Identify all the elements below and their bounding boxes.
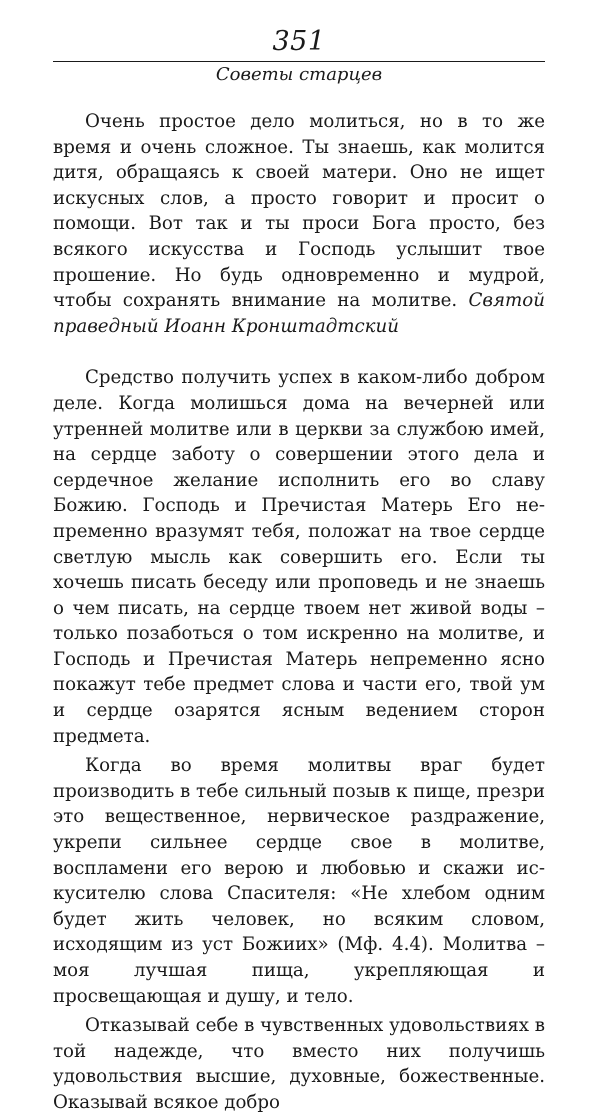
paragraph-3: Когда во время молитвы враг будет производить в тебе сильный позыв к пище, презри это вещественное, нервическое раздражение, укрепи сильнее сердце свое в молитве, воспламени его верою и любовью и скажи искусителю слова Спасителя: «Не хлебом одним будет жить человек, но всяким словом, исходящим из уст Божиих» (Мф. 4.4). Молитва – моя лучшая пища, укрепляющая и просвещающая и душу, и тело. [53, 755, 545, 1007]
book-page [53, 0, 545, 1113]
page-body [53, 109, 545, 1116]
paragraph-4: Отказывай себе в чувственных удовольствиях в той надежде, что вместо них получишь удовольствия высшие, духовные, божественные. Оказывай всякое добро [53, 1015, 545, 1113]
paragraph-1 [53, 109, 545, 339]
paragraph-1-text: Очень простое дело молиться, но в то же время и очень сложное. Ты знаешь, как молится дитя, обращаясь к своей матери. Оно не ищет искусных слов, а просто говорит и просит о помощи. Вот так и ты проси Бога просто, без всякого искусства и Господь услышит твое прошение. Но будь одновременно и мудрой, чтобы сохранять внимание на молитве. [53, 111, 545, 312]
page-number: 351 [272, 26, 326, 57]
running-title: Советы старцев [215, 64, 383, 85]
header-divider [53, 61, 545, 62]
paragraph-2: Средство получить успех в каком-либо добром деле. Когда молишься дома на вечерней или утренней молитве или в церкви за службою имей, на сердце заботу о совершении этого дела и сердечное желание исполнить его во славу Божию. Господь и Пречистая Матерь Его непременно вразумят тебя, положат на твое сердце светлую мысль как совершить его. Если ты хочешь писать беседу или проповедь и не знаешь о чем писать, на сердце твоем нет живой воды – только позаботься о том искренно на молитве, и Господь и Пречистая Матерь непременно ясно покажут тебе предмет слова и части его, твой ум и сердце озарятся ясным ведением сторон предмета. [53, 367, 545, 747]
quote-attribution: Святой праведный Иоанн Кронштадтский [53, 290, 545, 337]
